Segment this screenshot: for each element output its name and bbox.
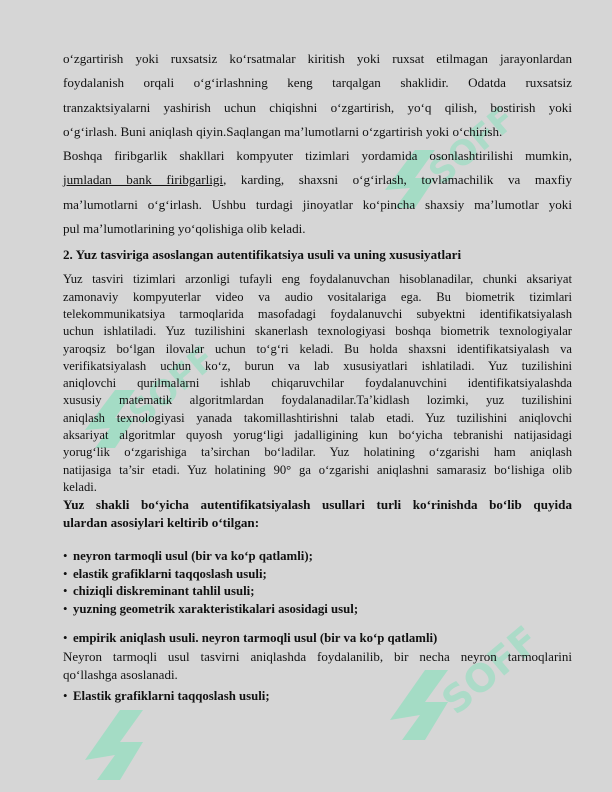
- bullet-icon: •: [63, 584, 68, 599]
- paragraph-2: [63, 144, 572, 241]
- text-line: Yuz shakli bo‘yicha autentifikatsiyalash usullari turli ko‘rinishda bo‘lib quyida: [63, 497, 572, 513]
- text-span: , karding, shaxsni o‘g‘irlash, tovlamachilik va maxfiy: [223, 172, 572, 188]
- paragraph-4: [63, 648, 572, 684]
- text-line: Boshqa firibgarlik shakllari kompyuter tizimlari yordamida osonlashtirilishi mumkin,: [63, 148, 572, 164]
- text-line: foydalanish orqali o‘g‘irlashning keng tarqalgan shaklidir. Odatda ruxsatsiz: [63, 75, 572, 91]
- text-line: o‘g‘irlash. Buni aniqlash qiyin.Saqlangan ma’lumotlarni o‘zgartirish yoki o‘chirish.: [63, 123, 503, 139]
- text-line: natijasiga ta’sir etadi. Yuz holatining 90° ga o‘zgarishi aniqlashni samarasiz bo‘lishiga olib: [63, 462, 572, 477]
- list-item: [63, 630, 572, 648]
- list-item: [63, 548, 572, 566]
- text-line: verifikatsiyalash uchun ko‘z, burun va lab xususiyatlari ishlatiladi. Yuz tuzilishini: [63, 358, 572, 373]
- list-item-label: empirik aniqlash usuli. neyron tarmoqli usul (bir va ko‘p qatlamli): [73, 631, 438, 646]
- text-line: [63, 168, 572, 192]
- text-line: yorug‘lik o‘zgarishiga ta’sirchan bo‘ladilar. Yuz holatining o‘zgarishi ham aniqlash: [63, 445, 572, 460]
- list-item: [63, 583, 572, 601]
- text-line: tranzaktsiyalarni yashirish uchun chiqishni o‘zgartirish, yo‘q qilish, bostirish yoki: [63, 99, 572, 115]
- watermark-text: SOFF: [121, 338, 224, 434]
- list-item-label: yuzning geometrik xarakteristikalari asosidagi usul;: [73, 601, 359, 616]
- list-item: [63, 601, 572, 619]
- bullet-list: [63, 630, 572, 648]
- bullet-list: [63, 548, 572, 618]
- bold-paragraph: [63, 496, 572, 531]
- text-line: aksariyat algoritmlar quyosh yorug‘ligi jadalligining kun bo‘yicha tebranishi natijasidagi: [63, 428, 572, 443]
- list-item-label: elastik grafiklarni taqqoslash usuli;: [73, 566, 267, 581]
- list-item-label: Elastik grafiklarni taqqoslash usuli;: [73, 688, 270, 703]
- text-line: qo‘llashga asoslanadi.: [63, 666, 178, 682]
- paragraph-1: [63, 47, 572, 144]
- text-line: o‘zgartirish yoki ruxsatsiz ko‘rsatmalar kiritish yoki ruxsat etilmagan jarayonlardan: [63, 51, 572, 66]
- text-line: yaroqsiz bo‘lgan ilovalar uchun to‘g‘ri keladi. Bu holda shaxsni identifikatsiyalash va: [63, 341, 572, 356]
- bullet-icon: •: [63, 601, 68, 616]
- watermark-text: SOFF: [421, 98, 524, 194]
- text-line: keladi.: [63, 479, 97, 494]
- list-item-label: neyron tarmoqli usul (bir va ko‘p qatlamli);: [73, 549, 313, 564]
- section-heading: 2. Yuz tasviriga asoslangan autentifikatsiya usuli va uning xususiyatlari: [63, 247, 462, 263]
- paragraph-3: [63, 271, 572, 496]
- text-line: aniqlovchi qurilmalarni ishlab chiqaruvchilar foydalanuvchini identifikatsiyalashda: [63, 376, 572, 391]
- list-item-label: chiziqli diskreminant tahlil usuli;: [73, 584, 255, 599]
- list-item: [63, 688, 572, 706]
- underlined-term: jumladan bank firibgarligi: [63, 172, 224, 188]
- text-line: ulardan asosiylari keltirib o‘tilgan:: [63, 514, 260, 530]
- text-line: ma’lumotlarni o‘g‘irlash. Ushbu turdagi jinoyatlar ko‘pincha shaxsiy ma’lumotlar yoki: [63, 196, 572, 212]
- text-line: telekommunikatsiya tarmoqlarida masofadagi foydalanuvchi subyektni identifikatsiyalash: [63, 306, 572, 321]
- bullet-list: [63, 688, 572, 706]
- text-line: pul ma’lumotlarining yo‘qolishiga olib keladi.: [63, 221, 306, 237]
- text-line: xususiy matematik algoritmlardan foydalanadilar.Ta’kidlash lozimki, yuz tuzilishini: [63, 393, 572, 408]
- text-line: aniqlash texnologiyasi yanada takomillashtirishni talab etadi. Yuz tuzilishini aniqlovchi: [63, 410, 572, 425]
- text-line: Neyron tarmoqli usul tasvirni aniqlashda foydalanilib, bir necha neyron tarmoqlarini: [63, 648, 572, 664]
- bullet-icon: •: [63, 566, 68, 581]
- document-body: [63, 47, 572, 705]
- text-line: Yuz tasviri tizimlari arzonligi tufayli eng foydalanuvchan hisoblanadilar, chunki aksariyat: [63, 272, 572, 287]
- text-line: zamonaviy kompyuterlar video va audio vositalariga ega. Bu biometrik tizimlari: [63, 289, 572, 304]
- text-line: uchun ishlatiladi. Yuz tuzilishini skanerlash texnologiyasi boshqa biometrik texnologiyalar: [63, 324, 572, 339]
- bullet-icon: •: [63, 688, 68, 703]
- bullet-icon: •: [63, 549, 68, 564]
- watermark-text: SOFF: [433, 617, 548, 723]
- list-item: [63, 566, 572, 584]
- bullet-icon: •: [63, 631, 68, 646]
